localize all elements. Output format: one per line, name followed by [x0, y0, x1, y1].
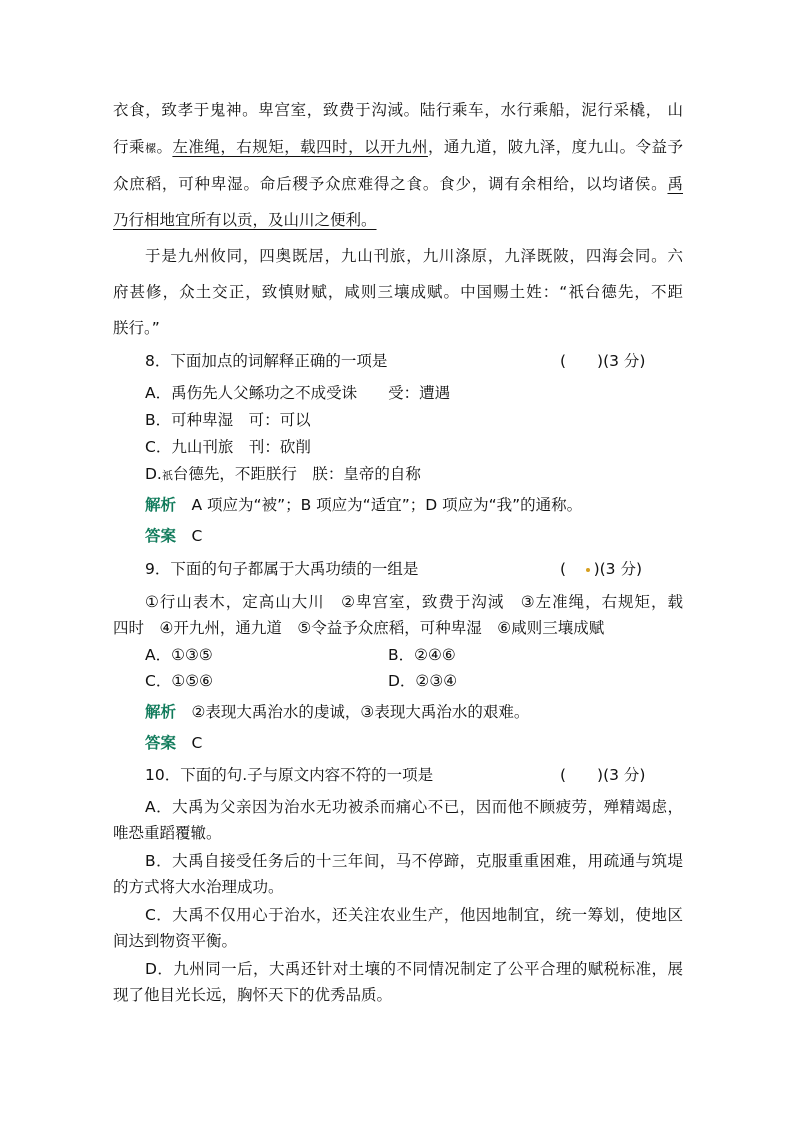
option-c: C．①⑤⑥: [145, 672, 214, 690]
question-8-score: ( )(3 分): [560, 352, 646, 370]
passage-line: [113, 135, 683, 161]
paren-open: (: [560, 560, 567, 578]
dot-mark-icon: [586, 568, 590, 572]
answer-value: C: [191, 527, 203, 545]
option-c-line2: 间达到物资平衡。: [113, 932, 238, 950]
analysis-9: [145, 700, 715, 724]
option-b-line1: B．大禹自接受任务后的十三年间，马不停蹄，克服重重困难，用疏通与筑堤: [145, 852, 683, 870]
question-10-score: ( )(3 分): [560, 766, 646, 784]
passage-text: 。: [156, 138, 173, 156]
passage-text: 行乘: [113, 138, 145, 156]
analysis-text: A 项应为“被”；B 项应为“适宜”；D 项应为“我”的通称。: [191, 496, 583, 514]
option-d: [145, 462, 715, 488]
question-stem-text: 10．下面的句.子与原文内容不符的一项是: [145, 766, 434, 784]
question-stem-text: 9．下面的句子都属于大禹功绩的一组是: [145, 560, 419, 578]
passage-line: [113, 172, 683, 196]
analysis-8: [145, 493, 715, 517]
option-b: B．可种卑湿 可：可以: [145, 411, 311, 429]
analysis-text: ②表现大禹治水的虔诚，③表现大禹治水的艰难。: [191, 703, 530, 721]
passage-line: [145, 244, 683, 268]
option-b-line2: 的方式将大水治理成功。: [113, 878, 284, 896]
option-letter: D.: [145, 465, 162, 483]
passage-line: [113, 98, 683, 122]
passage-text: ，通九道，陂九泽，度九山。令益予: [427, 138, 683, 156]
option-d-line2: 现了他目光长远，胸怀天下的优秀品质。: [113, 986, 393, 1004]
underlined-text: 乃行相地宜所有以贡，及山川之便利。: [113, 211, 377, 229]
option-a: A．禹伤先人父鲧功之不成受诛 受：遭遇: [145, 384, 451, 402]
passage-text: 府甚修，众土交正，致慎财赋，咸则三壤成赋。中国赐土姓：“祇台德先，不距: [113, 283, 683, 301]
passage-text: 众庶稻，可种卑湿。命后稷予众庶难得之食。食少，调有余相给，以均诸侯。: [113, 175, 668, 193]
question-9-score: [560, 557, 642, 581]
underlined-text: 禹: [667, 175, 683, 193]
passage-line: [113, 208, 683, 232]
option-a-line2: 唯恐重蹈覆辙。: [113, 824, 222, 842]
analysis-label: 解析: [145, 496, 177, 514]
small-character: 祇: [161, 469, 173, 482]
option-a-line1: A．大禹为父亲因为治水无功被杀而痛心不已，因而他不顾疲劳，殚精竭虑，: [145, 798, 683, 816]
answer-label: 答案: [145, 527, 177, 545]
option-c-line1: C．大禹不仅用心于治水，还关注农业生产，他因地制宜，统一筹划，使地区: [145, 906, 683, 924]
option-d-line1: D．九州同一后，大禹还针对土壤的不同情况制定了公平合理的赋税标准，展: [145, 960, 683, 978]
option-b: B．②④⑥: [388, 646, 456, 664]
question-stem-text: 8．下面加点的词解释正确的一项是: [145, 352, 388, 370]
answer-9: [145, 731, 715, 755]
option-a: A．①③⑤: [145, 646, 213, 664]
option-c: C．九山刊旅 刊：砍削: [145, 438, 311, 456]
items-line: ①行山表木，定高山大川 ②卑宫室，致费于沟淢 ③左准绳，右规矩，载: [145, 593, 683, 611]
analysis-label: 解析: [145, 703, 177, 721]
underlined-text: 左准绳，右规矩，载四时，以开九州: [172, 138, 428, 156]
answer-8: [145, 524, 715, 548]
passage-text: 朕行。”: [113, 319, 160, 337]
option-d: D．②③④: [388, 672, 458, 690]
passage-line: [113, 280, 683, 304]
passage-text: 衣食，致孝于鬼神。卑宫室，致费于沟淢。陆行乘车，水行乘船，泥行采橇， 山: [113, 101, 683, 119]
answer-value: C: [191, 734, 203, 752]
option-text: 台德先，不距朕行 朕：皇帝的自称: [172, 465, 421, 483]
passage-text: 于是九州攸同，四奥既居，九山刊旅，九川涤原，九泽既陂，四海会同。六: [145, 247, 683, 265]
paren-close: )(3 分): [593, 560, 643, 578]
passage-line: [113, 316, 683, 340]
answer-label: 答案: [145, 734, 177, 752]
items-line: 四时 ④开九州，通九道 ⑤令益予众庶稻，可种卑湿 ⑥咸则三壤成赋: [113, 619, 605, 637]
small-character: 樏: [144, 142, 157, 155]
